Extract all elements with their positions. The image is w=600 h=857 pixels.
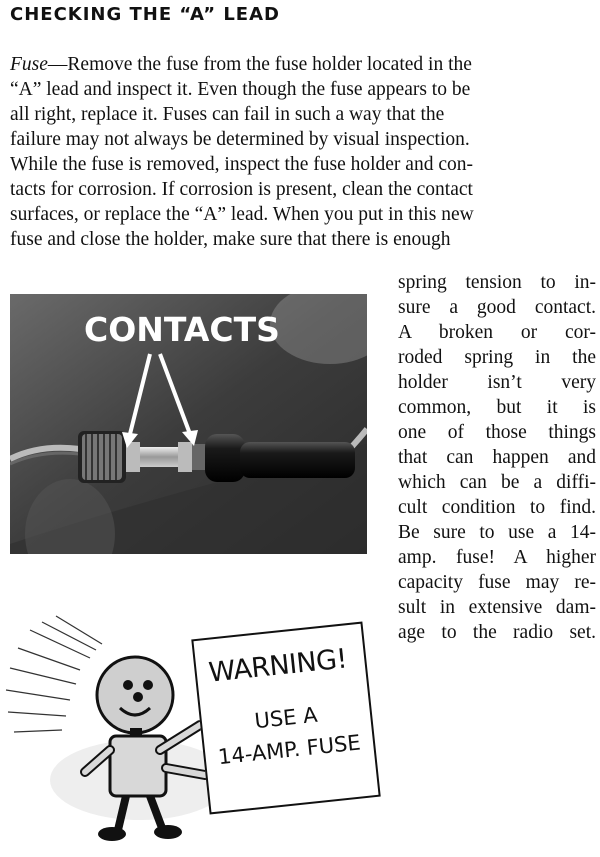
side-line-6: common, but it is <box>398 397 596 418</box>
paragraph-line-1: Fuse—Remove the fuse from the fuse holder located in the <box>10 54 472 75</box>
side-line-9: which can be a diffi- <box>398 472 596 493</box>
paragraph-line-6: tacts for corrosion. If corrosion is present, clean the contact <box>10 179 473 200</box>
sign-line-2: 14-AMP. FUSE <box>216 730 362 770</box>
contacts-label: CONTACTS <box>84 310 280 349</box>
side-line-15: age to the radio set. <box>398 622 596 643</box>
side-line-1: spring tension to in- <box>398 272 596 293</box>
fuse-holder-photo <box>10 294 367 554</box>
paragraph-line-4: failure may not always be determined by visual inspection. <box>10 129 470 150</box>
paragraph-line-2: “A” lead and inspect it. Even though the fuse appears to be <box>10 79 471 100</box>
sign-line-1: USE A <box>253 702 319 734</box>
page-heading: CHECKING THE “A” LEAD <box>10 4 280 25</box>
body-paragraph <box>10 52 596 252</box>
side-line-12: amp. fuse! A higher <box>398 547 596 568</box>
lead-dash: — <box>47 54 68 75</box>
side-line-8: that can happen and <box>398 447 596 468</box>
paragraph-line-3: all right, replace it. Fuses can fail in such a way that the <box>10 104 445 125</box>
side-line-13: capacity fuse may re- <box>398 572 596 593</box>
side-line-2: sure a good contact. <box>398 297 596 318</box>
side-line-11: Be sure to use a 14- <box>398 522 596 543</box>
side-line-3: A broken or cor- <box>398 322 596 343</box>
side-line-4: roded spring in the <box>398 347 596 368</box>
paragraph-line-5: While the fuse is removed, inspect the fuse holder and con- <box>10 154 473 175</box>
sign-warning-text: WARNING! <box>207 643 349 689</box>
warning-sign <box>191 621 380 814</box>
side-line-10: cult condition to find. <box>398 497 596 518</box>
side-line-7: one of those things <box>398 422 596 443</box>
paragraph-line-7: surfaces, or replace the “A” lead. When you put in this new <box>10 204 474 225</box>
paragraph-line-8: fuse and close the holder, make sure that there is enough <box>10 229 451 250</box>
side-line-5: holder isn’t very <box>398 372 596 393</box>
side-column-text <box>398 270 596 645</box>
side-line-14: sult in extensive dam- <box>398 597 596 618</box>
lead-word: Fuse <box>10 54 48 75</box>
